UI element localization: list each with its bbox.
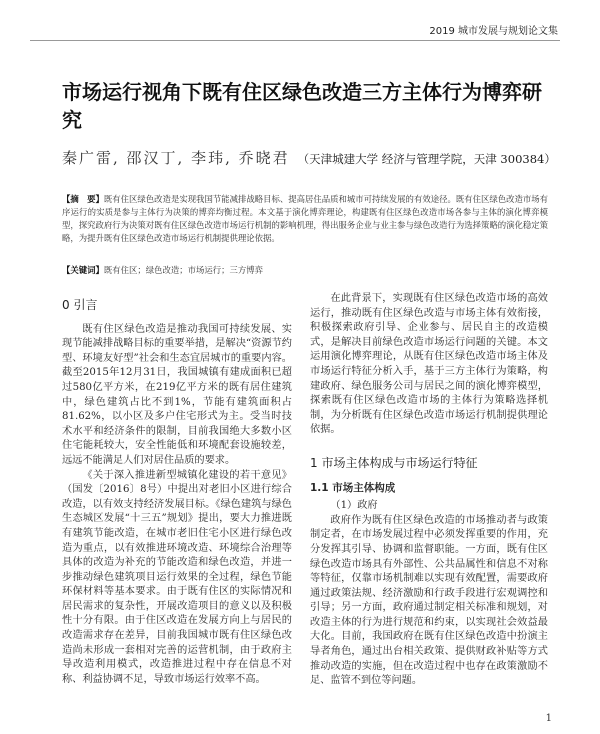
intro-heading: 0 引言 [62,298,98,312]
abstract [62,193,548,245]
section-1-1-heading: 1.1 市场主体构成 [310,481,396,494]
author-line [62,150,562,167]
article-title: 市场运行视角下既有住区绿色改造三方主体行为博弈研究 [62,80,542,132]
header-rule [30,40,560,41]
right-paragraph-1: 在此背景下，实现既有住区绿色改造市场的高效运行，推动既有住区绿色改造与市场主体有效衔接，积极探索政府引导、企业参与、居民自主的改造模式，是解决目前绿色改造市场运行问题的关键。本文运用演化博弈理论，从既有住区绿色改造市场主体及市场运行特征分析入手，基于三方主体行为策略，构建政府、绿色服务公司与居民之间的演化博弈模型，探索既有住区绿色改造市场的主体行为策略选择机制，为分析既有住区绿色改造市场运行机制提供理论依据。 [310,293,548,436]
author-names: 秦广雷, 邵汉丁, 李玮, 乔晓君 [62,150,290,167]
author-affiliation: （天津城建大学 经济与管理学院，天津 300384） [297,152,556,166]
right-column [310,292,548,689]
abstract-text: 既有住区绿色改造是实现我国节能减排战略目标、提高居住品质和城市可持续发展的有效途径。既有住区绿色改造市场有序运行的实质是参与主体行为决策的博弈均衡过程。本文基于演化博弈理论，构建既有住区绿色改造市场各参与主体的演化博弈模型，探究政府行为决策对既有住区绿色改造市场运行机制的影响机理，得出服务企业与业主参与绿色改造行为选择策略的演化稳定策略，为提升既有住区绿色改造市场运行机制提供理论依据。 [62,194,549,244]
left-column [62,292,292,687]
section-gap [310,438,548,450]
keywords-label: 【关键词】 [62,265,104,275]
running-header: 2019 城市发展与规划论文集 [429,26,558,37]
intro-paragraph-1: 既有住区绿色改造是推动我国可持续发展、实现节能减排战略目标的重要举措，是解决“资源节约型、环境友好型”社会和生态宜居城市的重要内容。截至2015年12月31日，我国城镇有建成面积已超过580亿平方米，在219亿平方米的既有居住建筑中，绿色建筑占比不到1%，节能有建筑面积占81.62%，以小区及多户住宅形式为主。受当时技术水平和经济条件的限制，目前我国绝大多数小区住宅能耗较大，安全性能低和环境配套设施较差，远远不能满足人们对居住品质的要求。 [62,323,292,466]
section-1-1-1-heading: （1）政府 [330,500,378,512]
abstract-label: 【摘 要】 [62,194,104,204]
keywords [62,264,548,277]
intro-paragraph-2: 《关于深入推进新型城镇化建设的若干意见》（国发〔2016〕8号）中提出对老旧小区进行综合改造，以有效支持经济发展目标。《绿色建筑与绿色生态城区发展“十三五”规划》提出，要大力推进既有建筑节能改造，在城市老旧住宅小区进行绿色改造为重点，以有效推进环境改造、环境综合治理等具体的改造为补充的节能改造和绿色改造，并进一步推动绿色建筑项目运行效果的全过程，绿色节能环保材料等基本要求。由于既有住区的实际情况和居民需求的复杂性，开展改造项目的意义以及积极性十分有限。由于住区改造在发展方向上与居民的改造需求存在差异，目前我国城市既有住区绿色改造尚未形成一套相对完善的运营机制，由于政府主导改造利用模式，改造推进过程中存在信息不对称、利益协调不足，导致市场运行效率不高。 [62,469,292,685]
keywords-text: 既有住区；绿色改造；市场运行；三方博弈 [103,265,263,275]
section-1-1-1-paragraph: 政府作为既有住区绿色改造的市场推动者与政策制定者，在市场发展过程中必须发挥重要的作用，充分发挥其引导、协调和监督职能。一方面，既有住区绿色改造市场具有外部性、公共品属性和信息不对称等特征，仅靠市场机制难以实现有效配置，需要政府通过政策法规、经济激励和行政手段进行宏观调控和引导；另一方面，政府通过制定相关标准和规划，对改造主体的行为进行规范和约束，以实现社会效益最大化。目前，我国政府在既有住区绿色改造中扮演主导者角色，通过出台相关政策、提供财政补贴等方式推动改造的实施，但在改造过程中也存在政策激励不足、监管不到位等问题。 [310,514,548,687]
section-1-heading: 1 市场主体构成与市场运行特征 [310,455,478,470]
page-number: 1 [545,713,552,724]
